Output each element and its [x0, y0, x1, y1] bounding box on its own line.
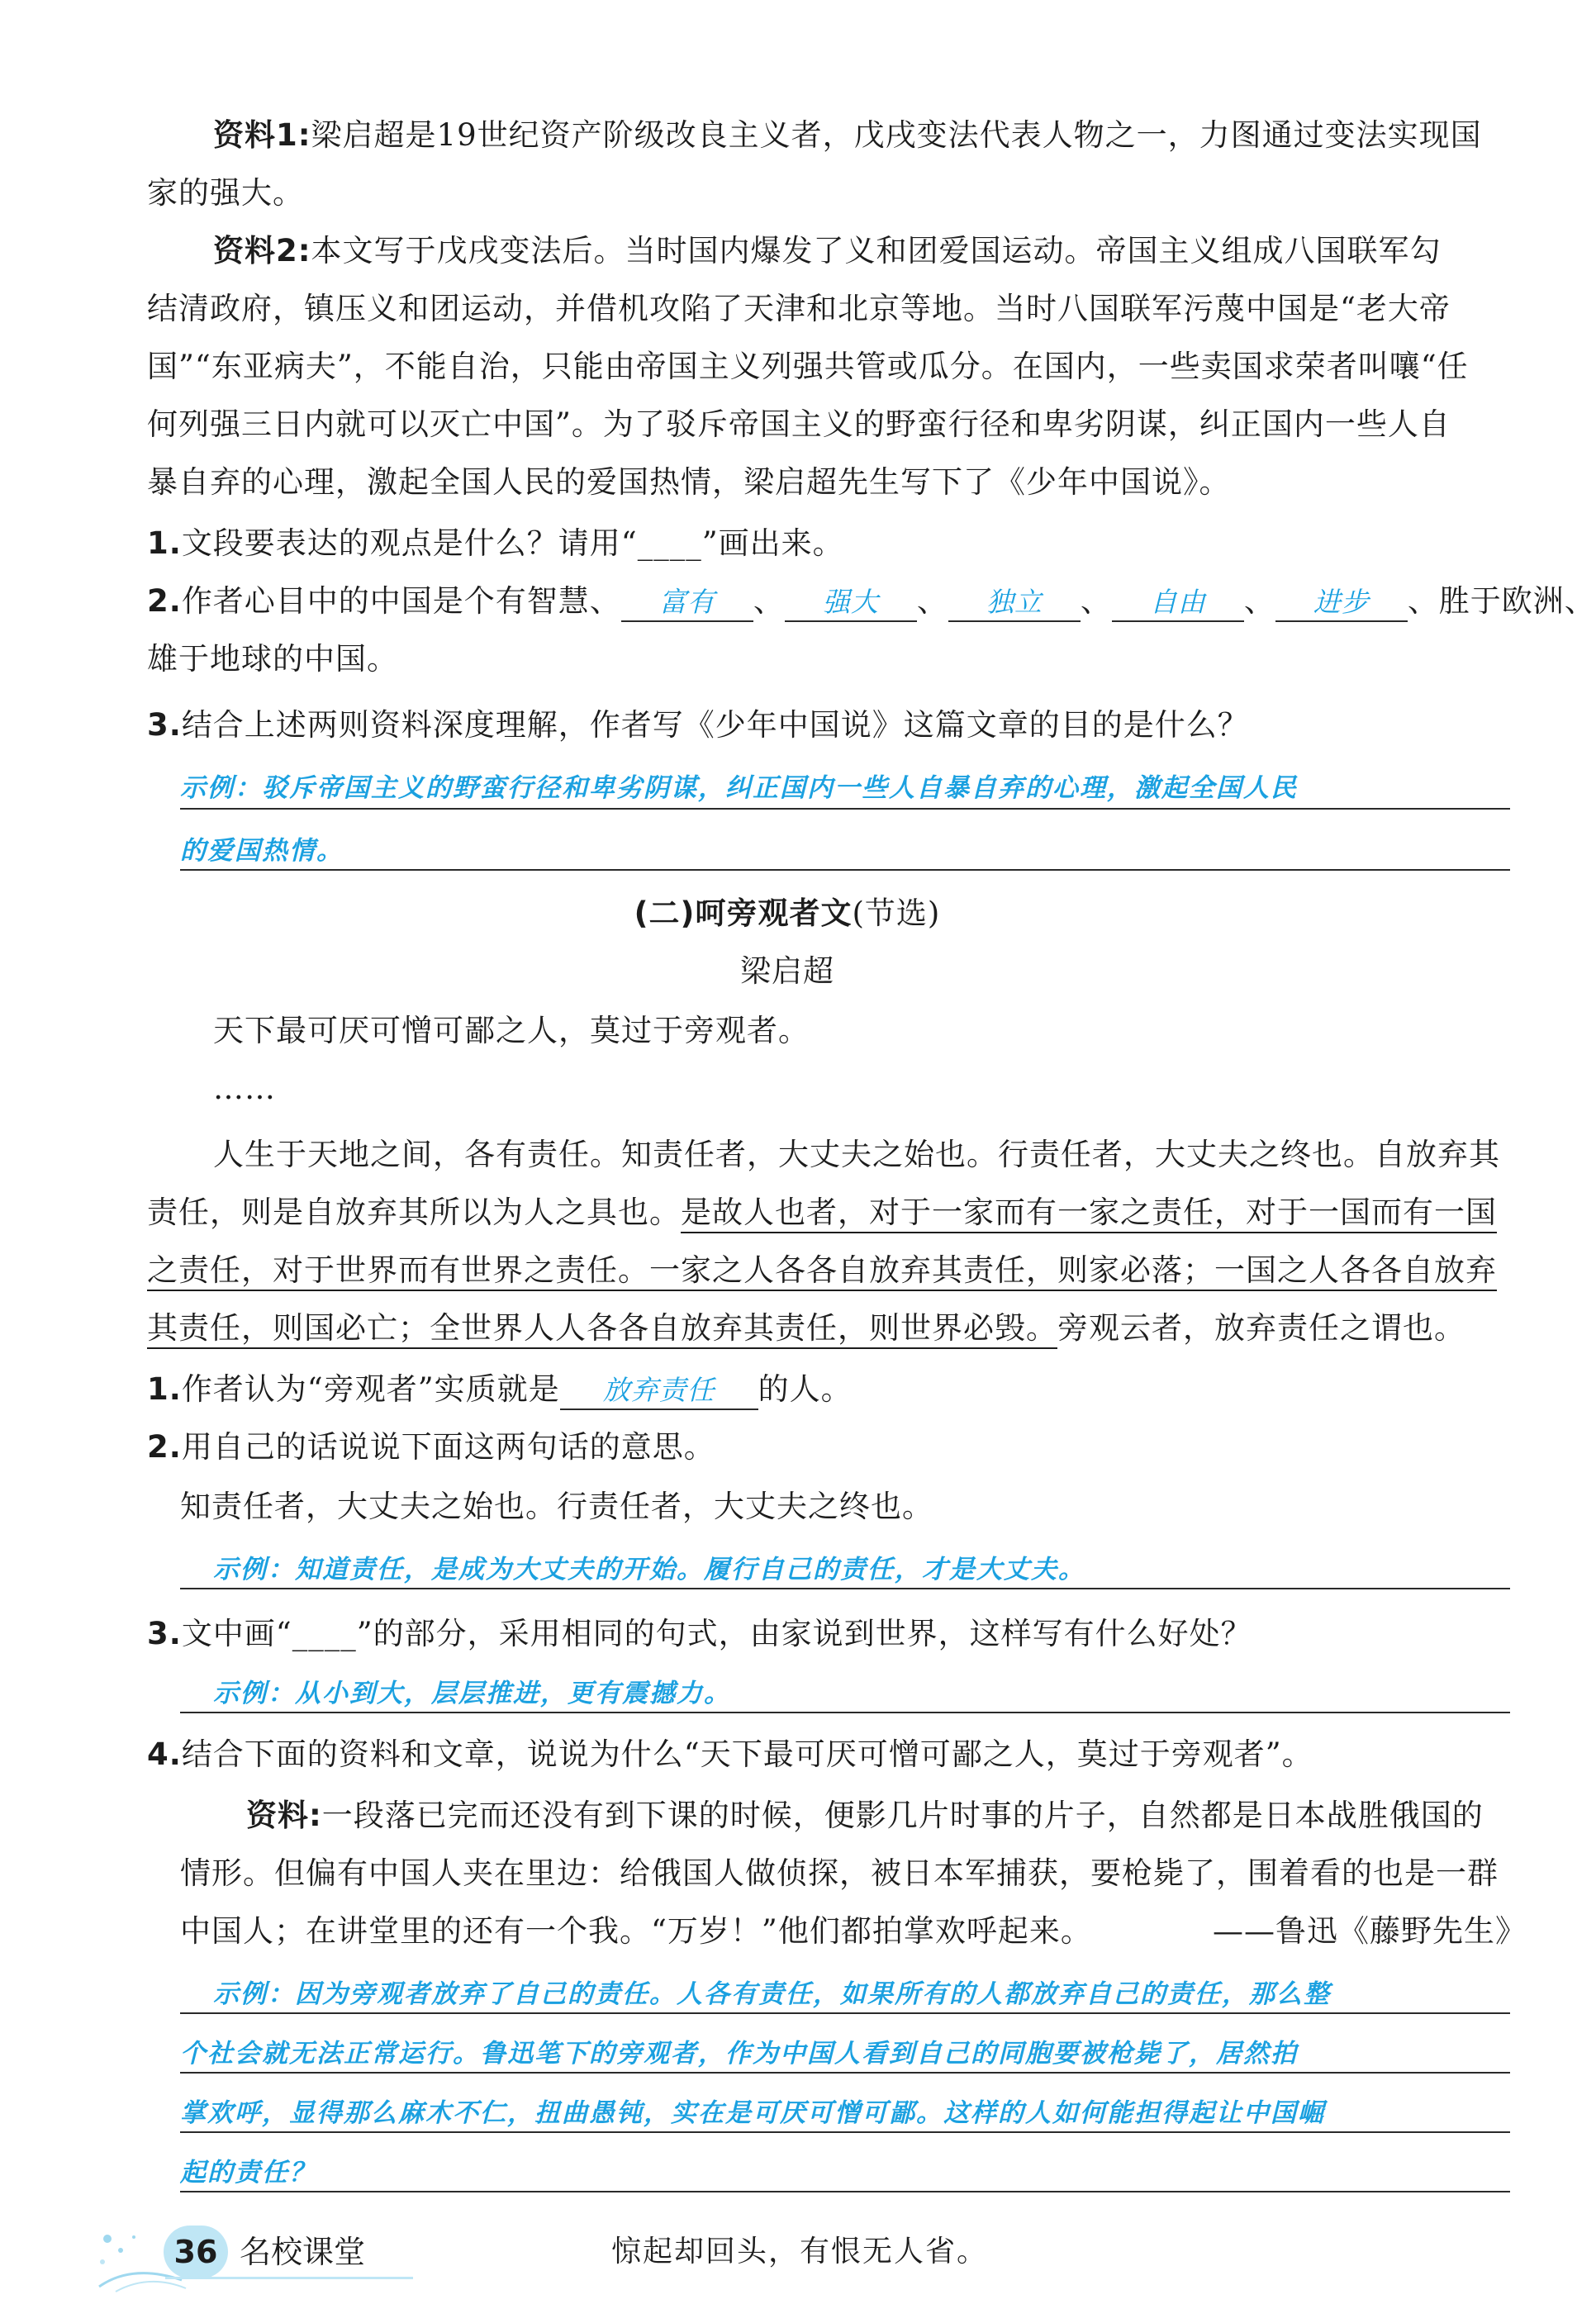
- q4-material-line-2: 情形。但偏有中国人夹在里边：给俄国人做侦探，被日本军捕获，要枪毙了，围着看的也是一群: [180, 1855, 1499, 1891]
- question-number: 3.: [147, 1616, 182, 1651]
- section-title-note: (节选): [852, 895, 941, 931]
- sec2-q4-answer-line-4[interactable]: 起的责任？: [180, 2158, 316, 2188]
- q4-material-line-3: 中国人；在讲堂里的还有一个我。“万岁！”他们都拍掌欢呼起来。: [180, 1913, 1092, 1949]
- underlined-text: 之责任，对于世界而有世界之责任。: [147, 1252, 649, 1291]
- essay-paragraph-2-line-3: [147, 1249, 1497, 1292]
- question-text: 用自己的话说说下面这两句话的意思。: [181, 1429, 715, 1465]
- material-1-label: 资料1:: [213, 117, 311, 153]
- answer-blank-4[interactable]: 自由: [1112, 584, 1244, 622]
- question-text: 结合下面的资料和文章，说说为什么“天下最可厌可憎可鄙之人，莫过于旁观者”。: [181, 1736, 1313, 1772]
- section-2-title: [0, 892, 1575, 935]
- essay-ellipsis: ……: [213, 1071, 276, 1106]
- essay-paragraph-1: 天下最可厌可憎可鄙之人，莫过于旁观者。: [213, 1013, 810, 1048]
- essay-text: 责任，则是自放弃其所以为人之具也。: [147, 1195, 681, 1230]
- material-1-line-1: [213, 114, 1482, 157]
- question-number: 2.: [147, 583, 182, 619]
- material-2-line-1: [213, 230, 1442, 273]
- separator: 、: [1243, 583, 1275, 619]
- material-1-text: 梁启超是19世纪资产阶级改良主义者，戊戌变法代表人物之一，力图通过变法实现国: [311, 117, 1482, 153]
- separator: 、: [916, 583, 948, 619]
- question-text: 结合上述两则资料深度理解，作者写《少年中国说》这篇文章的目的是什么？: [181, 707, 1249, 743]
- sec1-question-2: [147, 580, 1596, 623]
- answer-blank-1[interactable]: 富有: [621, 584, 753, 622]
- separator: 、: [1080, 583, 1112, 619]
- underlined-text: 是故人也者，对于一家而有一家之责任，对于一国而有一国: [681, 1195, 1497, 1233]
- section-title-main: (二)呵旁观者文: [634, 895, 853, 931]
- sec1-q3-answer-line-2[interactable]: 的爱国热情。: [180, 836, 344, 866]
- sec1-question-2-line-2: 雄于地球的中国。: [147, 641, 398, 677]
- underlined-text: 一家之人各各自放弃其责任，则家必落；一国之人各各自放弃: [649, 1252, 1497, 1291]
- essay-paragraph-2-line-2: [147, 1191, 1497, 1234]
- material-2-line-5: 暴自弃的心理，激起全国人民的爱国热情，梁启超先生写下了《少年中国说》。: [147, 464, 1231, 500]
- sec2-question-4: [147, 1733, 1313, 1776]
- sec2-q2-answer[interactable]: 示例：知道责任，是成为大丈夫的开始。履行自己的责任，才是大丈夫。: [213, 1555, 1085, 1584]
- sec2-q3-answer[interactable]: 示例：从小到大，层层推进，更有震撼力。: [213, 1679, 731, 1708]
- question-text: 文段要表达的观点是什么？请用“____”画出来。: [181, 525, 844, 561]
- footer-motto: 惊起却回头，有恨无人省。: [611, 2235, 989, 2268]
- question-text: 作者心目中的中国是个有智慧、: [181, 583, 621, 619]
- question-text: 作者认为“旁观者”实质就是: [181, 1371, 560, 1407]
- q4-material-source: ——鲁迅《藤野先生》: [1213, 1913, 1527, 1949]
- footer-divider: [165, 2277, 413, 2279]
- essay-paragraph-2-line-1: 人生于天地之间，各有责任。知责任者，大丈夫之始也。行责任者，大丈夫之终也。自放弃其: [213, 1137, 1500, 1172]
- material-2-line-4: 何列强三日内就可以灭亡中国”。为了驳斥帝国主义的野蛮行径和卑劣阴谋，纠正国内一些人自: [147, 406, 1451, 442]
- question-number: 3.: [147, 707, 182, 743]
- material-2-text: 本文写于戊戌变法后。当时国内爆发了义和团爱国运动。帝国主义组成八国联军勾: [311, 233, 1442, 268]
- answer-line: [180, 2145, 1510, 2192]
- sec2-question-1: [147, 1368, 853, 1411]
- sec2-question-2: [147, 1426, 715, 1469]
- question-number: 2.: [147, 1429, 182, 1465]
- page-number: 36: [164, 2226, 228, 2278]
- sec2-question-3: [147, 1613, 1252, 1656]
- question-number: 1.: [147, 1371, 182, 1407]
- sec2-q4-answer-line-3[interactable]: 掌欢呼，显得那么麻木不仁，扭曲愚钝，实在是可厌可憎可鄙。这样的人如何能担得起让中国崛: [180, 2098, 1325, 2128]
- sec1-q3-answer-line-1[interactable]: 示例：驳斥帝国主义的野蛮行径和卑劣阴谋，纠正国内一些人自暴自弃的心理，激起全国人民: [180, 773, 1298, 803]
- answer-line: [180, 823, 1510, 871]
- sec2-q4-answer-line-2[interactable]: 个社会就无法正常运行。鲁迅笔下的旁观者，作为中国人看到自己的同胞要被枪毙了，居然拍: [180, 2039, 1298, 2069]
- answer-blank[interactable]: 放弃责任: [560, 1372, 758, 1410]
- essay-paragraph-2-line-4: [147, 1307, 1465, 1350]
- brand-name: 名校课堂: [240, 2234, 366, 2270]
- answer-blank-5[interactable]: 进步: [1275, 584, 1408, 622]
- material-label: 资料:: [246, 1798, 322, 1833]
- underlined-text: 其责任，则国必亡；全世界人人各各自放弃其责任，则世界必毁。: [147, 1310, 1057, 1349]
- material-2-line-2: 结清政府，镇压义和团运动，并借机攻陷了天津和北京等地。当时八国联军污蔑中国是“老大帝: [147, 291, 1451, 326]
- material-1-line-2: 家的强大。: [147, 175, 304, 211]
- section-2-author: 梁启超: [740, 953, 834, 989]
- question-text-tail: 的人。: [758, 1371, 853, 1407]
- material-2-line-3: 国”“东亚病夫”，不能自治，只能由帝国主义列强共管或瓜分。在国内，一些卖国求荣者叫嚷“任: [147, 349, 1469, 384]
- material-2-label: 资料2:: [213, 233, 311, 268]
- answer-blank-3[interactable]: 独立: [948, 584, 1081, 622]
- sec1-question-1: [147, 522, 844, 565]
- sec1-question-3: [147, 704, 1249, 747]
- sec2-question-2-quote: 知责任者，大丈夫之始也。行责任者，大丈夫之终也。: [180, 1489, 933, 1524]
- q4-material-line-1: [246, 1794, 1484, 1837]
- question-number: 1.: [147, 525, 182, 561]
- sec2-q4-answer-line-1[interactable]: 示例：因为旁观者放弃了自己的责任。人各有责任，如果所有的人都放弃自己的责任，那么整: [213, 1979, 1331, 2009]
- question-number: 4.: [147, 1736, 182, 1772]
- separator: 、: [753, 583, 785, 619]
- answer-blank-2[interactable]: 强大: [785, 584, 917, 622]
- question-text: 文中画“____”的部分，采用相同的句式，由家说到世界，这样写有什么好处？: [181, 1616, 1252, 1651]
- material-text: 一段落已完而还没有到下课的时候，便影几片时事的片子，自然都是日本战胜俄国的: [321, 1798, 1484, 1833]
- question-text-tail: 、胜于欧洲、: [1407, 583, 1596, 619]
- essay-text: 旁观云者，放弃责任之谓也。: [1057, 1310, 1465, 1346]
